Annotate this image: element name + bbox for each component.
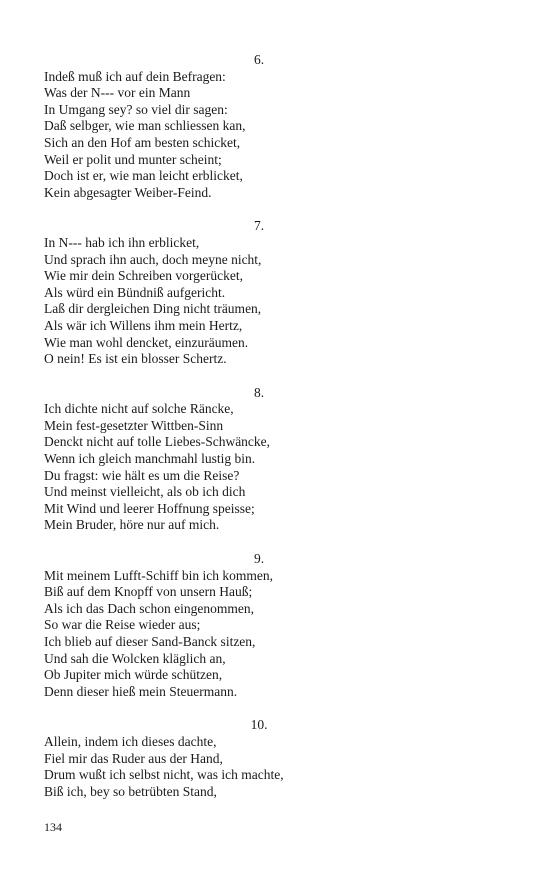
verse-line: Mit Wind und leerer Hoffnung speisse; bbox=[44, 500, 255, 516]
verse-line: Kein abgesagter Weiber-Feind. bbox=[44, 184, 212, 200]
verse-line: Drum wußt ich selbst nicht, was ich machte, bbox=[44, 767, 284, 783]
verse-line: Denckt nicht auf tolle Liebes-Schwäncke, bbox=[44, 434, 271, 450]
verse-line: Allein, indem ich dieses dachte, bbox=[44, 733, 217, 749]
verse-line: Und sah die Wolcken kläglich an, bbox=[44, 650, 226, 666]
verse-line: Denn dieser hieß mein Steuermann. bbox=[44, 683, 238, 699]
stanza-number: 6. bbox=[253, 52, 265, 67]
verse-line: Biß auf dem Knopff von unsern Hauß; bbox=[44, 584, 253, 600]
verse-line: Indeß muß ich auf dein Befragen: bbox=[44, 68, 226, 84]
verse-line: Und meinst vielleicht, als ob ich dich bbox=[44, 484, 246, 500]
poem-text bbox=[44, 52, 474, 817]
stanza bbox=[44, 385, 474, 534]
verse-line: Du fragst: wie hält es um die Reise? bbox=[44, 467, 240, 483]
verse-line: So war die Reise wieder aus; bbox=[44, 617, 201, 633]
stanza bbox=[44, 218, 474, 367]
verse-line: In Umgang sey? so viel dir sagen: bbox=[44, 101, 228, 117]
verse-line: Biß ich, bey so betrübten Stand, bbox=[44, 783, 217, 799]
verse-line: Was der N--- vor ein Mann bbox=[44, 85, 191, 101]
verse-line: Ich blieb auf dieser Sand-Banck sitzen, bbox=[44, 634, 256, 649]
verse-line: Und sprach ihn auch, doch meyne nicht, bbox=[44, 251, 262, 267]
verse-line: Mein Bruder, höre nur auf mich. bbox=[44, 517, 220, 533]
stanza-number: 8. bbox=[253, 384, 265, 400]
verse-line: Wie man wohl dencket, einzuräumen. bbox=[44, 334, 249, 350]
verse-line: Weil er polit und munter scheint; bbox=[44, 151, 222, 167]
stanza bbox=[44, 52, 474, 201]
verse-line: Wenn ich gleich manchmahl lustig bin. bbox=[44, 451, 256, 467]
verse-line: Ich dichte nicht auf solche Räncke, bbox=[44, 401, 234, 417]
stanza-number: 9. bbox=[253, 551, 265, 567]
verse-line: Fiel mir das Ruder aus der Hand, bbox=[44, 750, 223, 766]
verse-line: Als würd ein Bündniß aufgericht. bbox=[44, 284, 226, 300]
verse-line: Sich an den Hof am besten schicket, bbox=[44, 134, 241, 150]
stanza bbox=[44, 717, 474, 800]
verse-line: In N--- hab ich ihn erblicket, bbox=[44, 234, 200, 250]
stanza bbox=[44, 551, 474, 700]
page-number: 134 bbox=[44, 820, 62, 834]
verse-line: Daß selbger, wie man schliessen kan, bbox=[44, 118, 246, 134]
verse-line: Wie mir dein Schreiben vorgerücket, bbox=[44, 268, 244, 284]
verse-line: Ob Jupiter mich würde schützen, bbox=[44, 667, 223, 683]
stanza-number: 10. bbox=[250, 717, 268, 733]
verse-line: Doch ist er, wie man leicht erblicket, bbox=[44, 168, 243, 184]
verse-line: Mit meinem Lufft-Schiff bin ich kommen, bbox=[44, 567, 273, 583]
verse-line: Laß dir dergleichen Ding nicht träumen, bbox=[44, 301, 262, 317]
verse-line: Mein fest-gesetzter Wittben-Sinn bbox=[44, 417, 224, 433]
verse-line: O nein! Es ist ein blosser Schertz. bbox=[44, 351, 227, 367]
verse-line: Als wär ich Willens ihm mein Hertz, bbox=[44, 317, 243, 333]
verse-line: Als ich das Dach schon eingenommen, bbox=[44, 600, 254, 616]
stanza-number: 7. bbox=[253, 218, 265, 234]
